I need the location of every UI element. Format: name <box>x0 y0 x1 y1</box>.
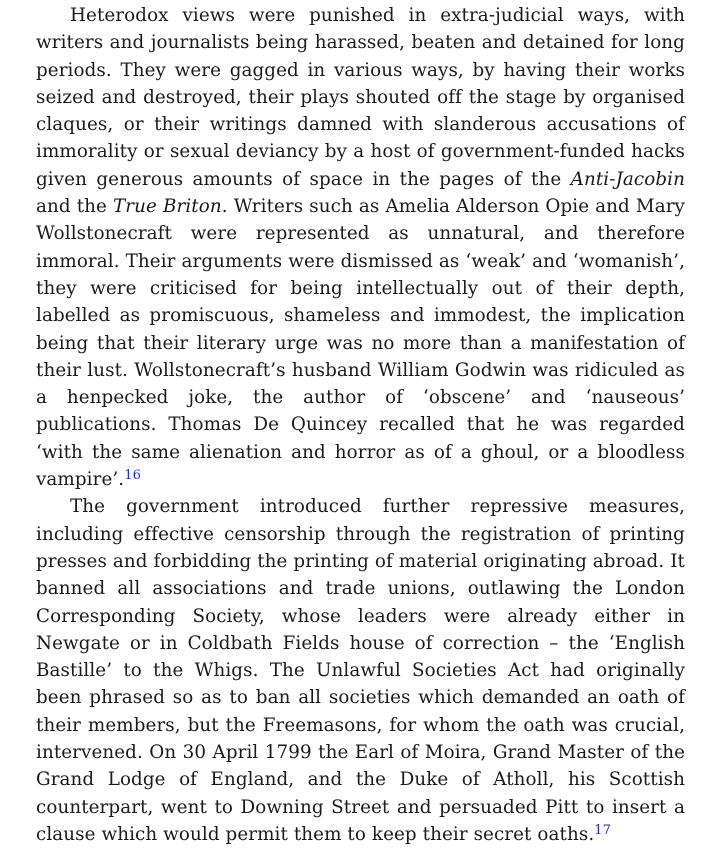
paragraph-heterodox-views <box>36 2 685 493</box>
paragraph-text-part: and the <box>36 196 114 218</box>
italic-title-anti-jacobin: Anti-Jacobin <box>570 168 685 190</box>
footnote-link-17[interactable]: 17 <box>594 822 611 838</box>
paragraph-text-part: Heterodox views were punished in extra-judicial ways, with writers and journalists being harassed, beaten and detained for long periods. They were gagged in various ways, by having their works seized and destroyed, their plays shouted off the stage by organised claques, or their writings damned with slanderous accusations of immorality or sexual deviancy by a host of government-funded hacks given generous amounts of space in the pages of the <box>36 5 685 190</box>
paragraph-text: The government introduced further repressive measures, including effective censorship through the registration of printing presses and forbidding the printing of material originating abroad. It banned all associations and trade unions, outlawing the London Corresponding Society, whose leaders were already either in Newgate or in Coldbath Fields house of correction – the ‘English Bastille’ to the Whigs. The Unlawful Societies Act had originally been phrased so as to ban all societies which demanded an oath of their members, but the Freemasons, for whom the oath was crucial, intervened. On 30 April 1799 the Earl of Moira, Grand Master of the Grand Lodge of England, and the Duke of Atholl, his Scottish counterpart, went to Downing Street and persuaded Pitt to insert a clause which would permit them to keep their secret oaths. <box>36 496 685 845</box>
paragraph-text-part: . Writers such as Amelia Alderson Opie and Mary Wollstonecraft were represented as unnatural, and therefore immoral. Their arguments were dismissed as ‘weak’ and ‘womanish’, they were criticised for being intellectually out of their depth, labelled as promiscuous, shameless and immodest, the implication being that their literary urge was no more than a manifestation of their lust. Wollstonecraft’s husband William Godwin was ridiculed as a henpecked joke, the author of ‘obscene’ and ‘nauseous’ publications. Thomas De Quincey recalled that he was regarded ‘with the same alienation and horror as of a ghoul, or a bloodless vampire’. <box>36 196 685 491</box>
italic-title-true-briton: True Briton <box>113 196 222 218</box>
paragraph-repressive-measures <box>36 493 685 848</box>
footnote-link-16[interactable]: 16 <box>124 468 141 484</box>
